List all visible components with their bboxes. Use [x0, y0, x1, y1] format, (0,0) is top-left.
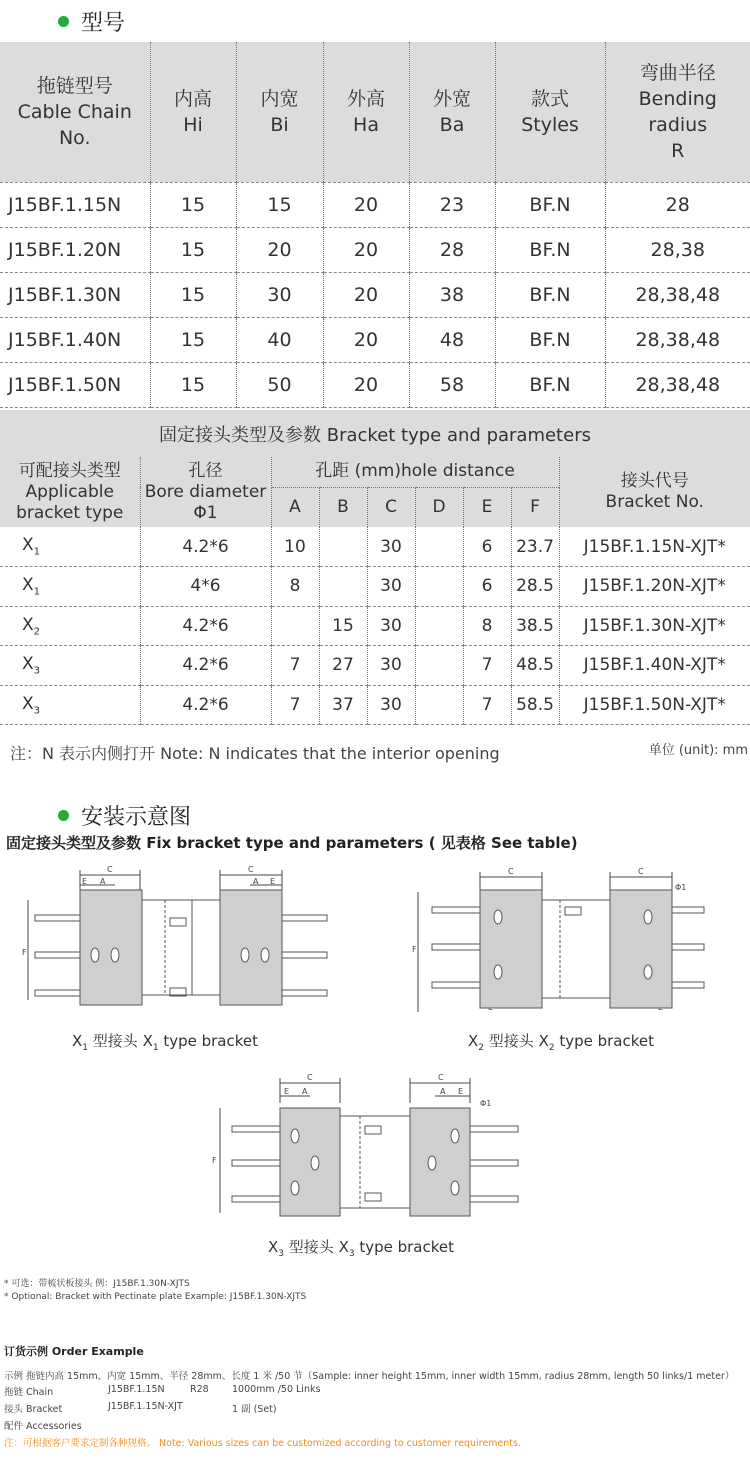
table-cell: 4.2*6	[140, 606, 271, 646]
table-cell: 15	[236, 182, 323, 227]
table-row	[0, 567, 750, 607]
table-row	[0, 527, 750, 567]
table-cell: 20	[323, 182, 409, 227]
header-col-d: D	[415, 487, 463, 527]
dim-a-label: A	[253, 877, 259, 886]
table-cell: BF.N	[495, 272, 605, 317]
table-cell: 4*6	[140, 567, 271, 607]
table-cell: 10	[271, 527, 319, 567]
table-cell: 7	[463, 685, 511, 725]
bullet-dot-icon	[58, 16, 69, 27]
x1-caption: $X_1$ 型接头 $X_1$ type bracket	[72, 1032, 259, 1053]
table-cell	[415, 527, 463, 567]
svg-text:E: E	[458, 1087, 464, 1096]
svg-text:F: F	[412, 945, 417, 954]
section-title-model	[58, 6, 125, 37]
table-cell: J15BF.1.40N	[0, 317, 150, 362]
order-chain-row: 拖链 Chain J15BF.1.15N R28 1000mm /50 Links	[4, 1384, 321, 1398]
table-cell: 15	[150, 272, 236, 317]
table-cell: 15	[150, 317, 236, 362]
table-cell: 15	[150, 227, 236, 272]
svg-text:Φ1: Φ1	[480, 1099, 492, 1108]
table-cell: 28	[409, 227, 495, 272]
table-cell: 4.2*6	[140, 527, 271, 567]
interior-opening-note: 注：N 表示内侧打开 Note: N indicates that the interior opening	[10, 744, 500, 763]
table-cell: J15BF.1.20N-XJT*	[559, 567, 750, 607]
table-cell: 50	[236, 362, 323, 407]
table-row	[0, 362, 750, 407]
bracket-type-cell: $X_1$	[0, 567, 140, 607]
model-header-cell: 外宽 Ba	[409, 42, 495, 182]
table-cell	[415, 685, 463, 725]
model-header-cell: 弯曲半径 Bending radius R	[605, 42, 750, 182]
table-cell: J15BF.1.15N	[0, 182, 150, 227]
bracket-type-cell: $X_3$	[0, 685, 140, 725]
table-cell: J15BF.1.50N-XJT*	[559, 685, 750, 725]
table-cell: J15BF.1.30N	[0, 272, 150, 317]
model-header-cell: 拖链型号 Cable Chain No.	[0, 42, 150, 182]
table-row	[0, 227, 750, 272]
table-cell: 4.2*6	[140, 646, 271, 686]
bracket-type-cell: $X_3$	[0, 646, 140, 686]
header-bore-diameter: 孔径 Bore diameter Φ1	[140, 457, 271, 527]
table-cell: 15	[150, 362, 236, 407]
table-cell: 23.7	[511, 527, 559, 567]
table-cell: 30	[367, 646, 415, 686]
table-cell	[319, 567, 367, 607]
table-cell: J15BF.1.20N	[0, 227, 150, 272]
table-cell: 58.5	[511, 685, 559, 725]
table-cell	[271, 606, 319, 646]
table-cell: 28,38	[605, 227, 750, 272]
table-cell: 27	[319, 646, 367, 686]
bracket-type-cell: $X_1$	[0, 527, 140, 567]
optional-note-cn: * 可选：带梳状板接头 例：J15BF.1.30N-XJTS	[4, 1279, 190, 1289]
svg-text:A: A	[302, 1087, 308, 1096]
order-example-text: 示例 拖链内高 15mm、内宽 15mm、半径 28mm、长度 1 米 /50 节（Sample: inner height 15mm, inner width 15mm, radius 28mm, length 50 links/1 meter）	[4, 1371, 735, 1382]
table-cell: 37	[319, 685, 367, 725]
table-cell: 38	[409, 272, 495, 317]
table-cell: J15BF.1.30N-XJT*	[559, 606, 750, 646]
table-row	[0, 685, 750, 725]
table-cell: 28,38,48	[605, 272, 750, 317]
table-cell: 30	[367, 606, 415, 646]
svg-text:F: F	[212, 1156, 217, 1165]
svg-text:A: A	[440, 1087, 446, 1096]
table-cell: 48.5	[511, 646, 559, 686]
table-cell: 6	[463, 567, 511, 607]
section-title-install	[58, 800, 191, 831]
table-cell: 20	[323, 227, 409, 272]
model-header-cell: 内宽 Bi	[236, 42, 323, 182]
section-title-text: 安装示意图	[81, 805, 192, 830]
table-cell: 30	[367, 527, 415, 567]
dim-c-label: C	[107, 865, 113, 874]
table-cell	[319, 527, 367, 567]
model-table-header	[0, 42, 750, 182]
model-header-cell: 内高 Hi	[150, 42, 236, 182]
bracket-table-caption: 固定接头类型及参数 Bracket type and parameters	[0, 410, 750, 457]
order-accessories-row: 配件 Accessories	[4, 1421, 82, 1432]
table-row	[0, 606, 750, 646]
table-cell: 28	[605, 182, 750, 227]
table-cell	[415, 606, 463, 646]
dim-f-label: F	[22, 948, 27, 957]
header-bracket-type: 可配接头类型 Applicable bracket type	[0, 457, 140, 527]
dim-e-label: E	[82, 877, 88, 886]
bracket-table	[0, 410, 750, 725]
header-col-e: E	[463, 487, 511, 527]
svg-text:C: C	[438, 1073, 444, 1082]
x1-bracket-diagram	[20, 860, 350, 1020]
table-cell: 7	[271, 685, 319, 725]
header-col-c: C	[367, 487, 415, 527]
table-cell: 28.5	[511, 567, 559, 607]
table-cell	[415, 646, 463, 686]
model-table	[0, 42, 750, 408]
svg-text:C: C	[638, 867, 644, 876]
header-hole-distance: 孔距 (mm)hole distance	[271, 457, 559, 487]
table-cell: 30	[236, 272, 323, 317]
header-bracket-no: 接头代号 Bracket No.	[559, 457, 750, 527]
unit-label: 单位 (unit): mm	[648, 743, 748, 758]
customization-note: 注：可根据客户要求定制各种规格。 Note: Various sizes can be customized according to customer requirements.	[4, 1438, 521, 1449]
table-cell: 20	[323, 362, 409, 407]
table-cell: 7	[271, 646, 319, 686]
table-cell: 20	[323, 317, 409, 362]
install-subtitle: 固定接头类型及参数 Fix bracket type and parameters ( 见表格 See table)	[6, 834, 578, 852]
dim-e-label: E	[270, 877, 276, 886]
section-title-text: 型号	[81, 11, 126, 36]
table-cell: 4.2*6	[140, 685, 271, 725]
x3-caption: $X_3$ 型接头 $X_3$ type bracket	[268, 1238, 455, 1259]
table-cell: 38.5	[511, 606, 559, 646]
bracket-type-cell: $X_2$	[0, 606, 140, 646]
table-cell: 20	[236, 227, 323, 272]
table-row	[0, 317, 750, 362]
table-cell: BF.N	[495, 362, 605, 407]
table-row	[0, 272, 750, 317]
table-cell: 28,38,48	[605, 362, 750, 407]
table-cell: 23	[409, 182, 495, 227]
x3-bracket-diagram	[210, 1068, 530, 1228]
svg-text:C: C	[307, 1073, 313, 1082]
table-cell: 48	[409, 317, 495, 362]
header-col-f: F	[511, 487, 559, 527]
table-row	[0, 182, 750, 227]
table-cell: 30	[367, 567, 415, 607]
table-cell: J15BF.1.50N	[0, 362, 150, 407]
svg-text:C: C	[508, 867, 514, 876]
table-cell: 28,38,48	[605, 317, 750, 362]
dim-c-label: C	[248, 865, 254, 874]
dim-a-label: A	[100, 877, 106, 886]
table-cell: 8	[271, 567, 319, 607]
order-bracket-row: 接头 Bracket J15BF.1.15N-XJT 1 副 (Set)	[4, 1401, 277, 1415]
table-cell: 15	[319, 606, 367, 646]
table-cell: 7	[463, 646, 511, 686]
header-col-a: A	[271, 487, 319, 527]
x2-bracket-diagram	[410, 862, 710, 1022]
optional-note-en: * Optional: Bracket with Pectinate plate Example: J15BF.1.30N-XJTS	[4, 1292, 307, 1302]
svg-text:E: E	[284, 1087, 290, 1096]
table-cell: BF.N	[495, 317, 605, 362]
table-cell: J15BF.1.40N-XJT*	[559, 646, 750, 686]
svg-text:Φ1: Φ1	[675, 883, 687, 892]
table-cell: BF.N	[495, 182, 605, 227]
table-cell: 20	[323, 272, 409, 317]
model-header-cell: 款式 Styles	[495, 42, 605, 182]
table-cell: 30	[367, 685, 415, 725]
table-cell: BF.N	[495, 227, 605, 272]
table-cell	[415, 567, 463, 607]
order-example-title: 订货示例 Order Example	[4, 1345, 144, 1358]
table-cell: 40	[236, 317, 323, 362]
bullet-dot-icon	[58, 810, 69, 821]
model-header-cell: 外高 Ha	[323, 42, 409, 182]
table-cell: J15BF.1.15N-XJT*	[559, 527, 750, 567]
table-cell: 8	[463, 606, 511, 646]
table-row	[0, 646, 750, 686]
table-cell: 58	[409, 362, 495, 407]
table-cell: 6	[463, 527, 511, 567]
table-cell: 15	[150, 182, 236, 227]
header-col-b: B	[319, 487, 367, 527]
x2-caption: $X_2$ 型接头 $X_2$ type bracket	[468, 1032, 655, 1053]
